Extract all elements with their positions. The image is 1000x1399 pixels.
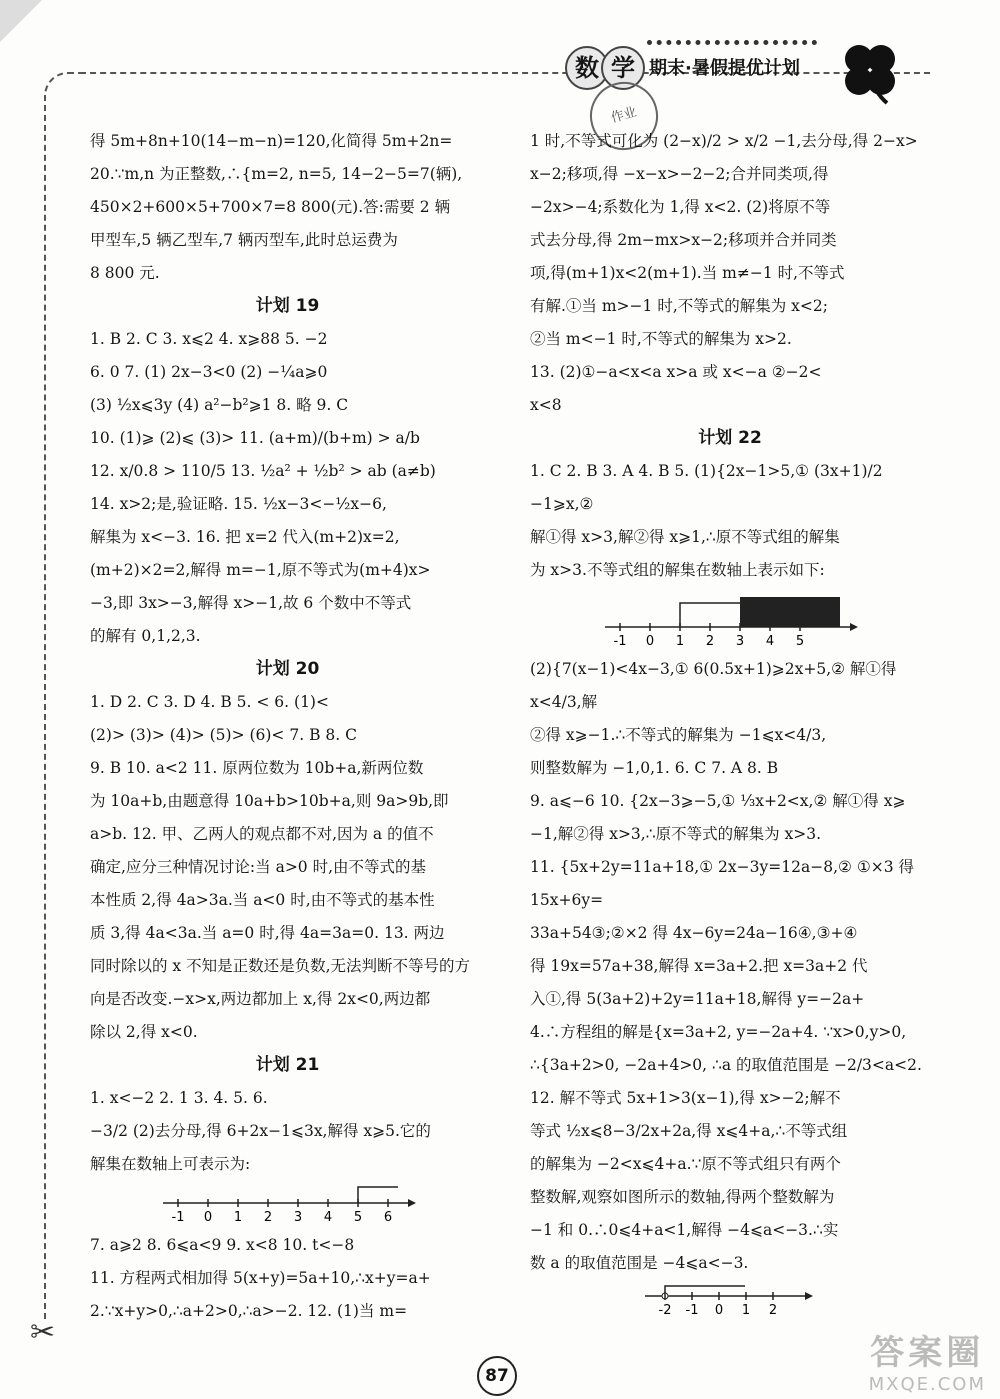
text-line: 8 800 元.	[90, 264, 160, 282]
text-line: 有解.①当 m>−1 时,不等式的解集为 x<2;	[530, 297, 828, 315]
plan19-answers	[90, 323, 485, 653]
text-line: ②得 x⩾−1.∴不等式的解集为 −1⩽x<4/3,	[530, 726, 827, 744]
axis-tick-label: 1	[233, 1210, 242, 1225]
text-line: −1 和 0.∴0⩽4+a<1,解得 −4⩽a<−3.∴实	[530, 1221, 839, 1239]
axis-tick-label: -1	[613, 634, 627, 649]
text-line: 质 3,得 4a<3a.当 a=0 时,得 4a=3a=0. 13. 两边	[90, 924, 445, 942]
text-line: 解集在数轴上可表示为:	[90, 1155, 251, 1173]
text-line: 解集为 x<−3. 16. 把 x=2 代入(m+2)x=2,	[90, 528, 400, 546]
axis-tick-label: 2	[768, 1303, 778, 1318]
text-line: 1. C 2. B 3. A 4. B 5. (1){2x−1>5,① (3x+1)/2 −1⩾x,②	[530, 462, 883, 513]
subject-badge-2: 学	[601, 46, 645, 90]
watermark-url: MXQE.COM	[868, 1374, 986, 1395]
text-line: 同时除以的 x 不知是正数还是负数,无法判断不等号的方	[90, 957, 471, 975]
text-line: 13. (2)①−a<x<a x>a 或 x<−a ②−2<	[530, 363, 822, 381]
plan21-answers	[90, 1082, 485, 1181]
axis-tick-label: 6	[383, 1210, 392, 1225]
plan21-more-answers	[90, 1229, 485, 1328]
section-title-plan21: 计划 21	[255, 1055, 320, 1075]
text-line: 本性质 2,得 4a>3a.当 a<0 时,由不等式的基本性	[90, 891, 435, 909]
text-line: 11. {5x+2y=11a+18,① 2x−3y=12a−8,② ①×3 得 15x+6y=	[530, 858, 914, 909]
text-line: 得 5m+8n+10(14−m−n)=120,化简得 5m+2n=	[90, 132, 453, 150]
scissors-icon: ✂	[30, 1315, 56, 1350]
axis-tick-label: 1	[675, 634, 685, 649]
text-line: 12. 解不等式 5x+1>3(x−1),得 x>−2;解不	[530, 1089, 841, 1107]
text-line: 33a+54③;②×2 得 4x−6y=24a−16④,③+④	[530, 924, 858, 942]
text-line: 除以 2,得 x<0.	[90, 1023, 198, 1041]
number-line-1	[158, 1183, 418, 1227]
text-line: 则整数解为 −1,0,1. 6. C 7. A 8. B	[530, 759, 779, 777]
text-line: 等式 ½x⩽8−3/2x+2a,得 x⩽4+a,∴不等式组	[530, 1122, 848, 1140]
text-line: −3,即 3x>−3,解得 x>−1,故 6 个数中不等式	[90, 594, 412, 612]
section-title-plan19: 计划 19	[255, 296, 320, 316]
text-line: 450×2+600×5+700×7=8 800(元).答:需要 2 辆	[90, 198, 451, 216]
text-line: −3/2 (2)去分母,得 6+2x−1⩽3x,解得 x⩾5.它的	[90, 1122, 431, 1140]
axis-tick-label: 0	[645, 634, 655, 649]
text-line: −2x>−4;系数化为 1,得 x<2. (2)将原不等	[530, 198, 831, 216]
book-title: 期末·暑假提优计划	[649, 58, 800, 79]
section-title-plan22: 计划 22	[698, 428, 762, 448]
text-line: x−2;移项,得 −x−x>−2−2;合并同类项,得	[530, 165, 829, 183]
text-line: 甲型车,5 辆乙型车,7 辆丙型车,此时总运费为	[90, 231, 398, 249]
cut-line-corner	[44, 72, 84, 100]
text-line: x<8	[530, 396, 562, 414]
text-line: ②当 m<−1 时,不等式的解集为 x>2.	[530, 330, 792, 348]
text-line: 20.∵m,n 为正整数,∴{m=2, n=5, 14−2−5=7(辆),	[90, 165, 463, 183]
watermark	[869, 1325, 986, 1395]
right-column	[530, 125, 930, 1324]
text-line: 为 x>3.不等式组的解集在数轴上表示如下:	[530, 561, 825, 579]
axis-tick-label: -1	[171, 1210, 184, 1225]
number-line-3	[640, 1282, 820, 1322]
text-line: (3) ½x⩽3y (4) a²−b²⩾1 8. 略 9. C	[90, 396, 349, 414]
section-title-plan20: 计划 20	[255, 659, 320, 679]
axis-tick-label: -1	[685, 1303, 699, 1318]
text-line: 确定,应分三种情况讨论:当 a>0 时,由不等式的基	[90, 858, 427, 876]
text-line: 14. x>2;是,验证略. 15. ½x−3<−½x−6,	[90, 495, 387, 513]
text-line: −1,解②得 x>3,∴原不等式的解集为 x>3.	[530, 825, 822, 843]
text-line: 解①得 x>3,解②得 x⩾1,∴原不等式组的解集	[530, 528, 840, 546]
axis-tick-label: -2	[658, 1303, 672, 1318]
text-line: 1. x<−2 2. 1 3. 4. 5. 6.	[90, 1089, 268, 1107]
text-line: 1 时,不等式可化为 (2−x)/2 > x/2 −1,去分母,得 2−x>	[530, 132, 918, 150]
text-line: 11. 方程两式相加得 5(x+y)=5a+10,∴x+y=a+	[90, 1269, 431, 1287]
text-line: 得 19x=57a+38,解得 x=3a+2.把 x=3a+2 代	[530, 957, 868, 975]
text-line: a>b. 12. 甲、乙两人的观点都不对,因为 a 的值不	[90, 825, 434, 843]
page-number: 87	[477, 1356, 517, 1396]
text-line: (2)> (3)> (4)> (5)> (6)< 7. B 8. C	[90, 726, 357, 744]
text-line: 项,得(m+1)x<2(m+1).当 m≠−1 时,不等式	[530, 264, 845, 282]
axis-tick-label: 2	[705, 634, 715, 649]
text-line: (m+2)×2=2,解得 m=−1,原不等式为(m+4)x>	[90, 561, 431, 579]
text-line: 6. 0 7. (1) 2x−3<0 (2) −¼a⩾0	[90, 363, 328, 381]
axis-tick-label: 3	[735, 634, 745, 649]
text-line: 10. (1)⩾ (2)⩽ (3)> 11. (a+m)/(b+m) > a/b	[90, 429, 420, 447]
text-line: 入①,得 5(3a+2)+2y=11a+18,解得 y=−2a+	[530, 990, 865, 1008]
text-line: 为 10a+b,由题意得 10a+b>10b+a,则 9a>9b,即	[90, 792, 449, 810]
dotted-decoration	[647, 40, 817, 45]
axis-tick-label: 5	[795, 634, 805, 649]
text-line: 1. B 2. C 3. x⩽2 4. x⩾88 5. −2	[90, 330, 328, 348]
axis-tick-label: 1	[741, 1303, 751, 1318]
text-line: 整数解,观察如图所示的数轴,得两个整数解为	[530, 1188, 835, 1206]
text-line: 9. B 10. a<2 11. 原两位数为 10b+a,新两位数	[90, 759, 424, 777]
axis-tick-label: 3	[293, 1210, 302, 1225]
page-corner-fold	[0, 0, 42, 42]
axis-tick-label: 0	[714, 1303, 724, 1318]
plan22-answers	[530, 455, 930, 587]
plan20-answers	[90, 686, 485, 1049]
left-column	[90, 125, 485, 1328]
left-intro	[90, 125, 485, 290]
axis-tick-label: 4	[765, 634, 775, 649]
clover-icon	[835, 35, 905, 105]
text-line: 12. x/0.8 > 110/5 13. ½a² + ½b² > ab (a≠b)	[90, 462, 436, 480]
text-line: 9. a⩽−6 10. {2x−3⩾−5,① ⅓x+2<x,② 解①得 x⩾	[530, 792, 906, 810]
text-line: 向是否改变.−x>x,两边都加上 x,得 2x<0,两边都	[90, 990, 431, 1008]
watermark-text: 答案圈	[870, 1333, 985, 1373]
number-line-2	[600, 589, 860, 651]
cut-line-left	[44, 95, 46, 1319]
text-line: 式去分母,得 2m−mx>x−2;移项并合并同类	[530, 231, 837, 249]
axis-tick-label: 5	[353, 1210, 362, 1225]
text-line: (2){7(x−1)<4x−3,① 6(0.5x+1)⩾2x+5,② 解①得 x<4/3,解	[530, 660, 897, 711]
text-line: 的解集为 −2<x⩽4+a.∵原不等式组只有两个	[530, 1155, 841, 1173]
text-line: 1. D 2. C 3. D 4. B 5. < 6. (1)<	[90, 693, 329, 711]
axis-tick-label: 0	[203, 1210, 212, 1225]
text-line: ∴{3a+2>0, −2a+4>0, ∴a 的取值范围是 −2/3<a<2.	[530, 1056, 922, 1074]
homework-stamp: 作业	[582, 74, 665, 157]
axis-tick-label: 2	[263, 1210, 272, 1225]
solution-region	[740, 597, 840, 627]
right-intro	[530, 125, 930, 422]
text-line: 4.∴方程组的解是{x=3a+2, y=−2a+4. ∵x>0,y>0,	[530, 1023, 907, 1041]
text-line: 7. a⩾2 8. 6⩽a<9 9. x<8 10. t<−8	[90, 1236, 355, 1254]
text-line: 数 a 的取值范围是 −4⩽a<−3.	[530, 1254, 749, 1272]
text-line: 的解有 0,1,2,3.	[90, 627, 201, 645]
plan22-more-answers	[530, 653, 930, 1280]
subject-badge-1: 数	[565, 46, 609, 90]
text-line: 2.∵x+y>0,∴a+2>0,∴a>−2. 12. (1)当 m=	[90, 1302, 408, 1320]
axis-tick-label: 4	[323, 1210, 332, 1225]
